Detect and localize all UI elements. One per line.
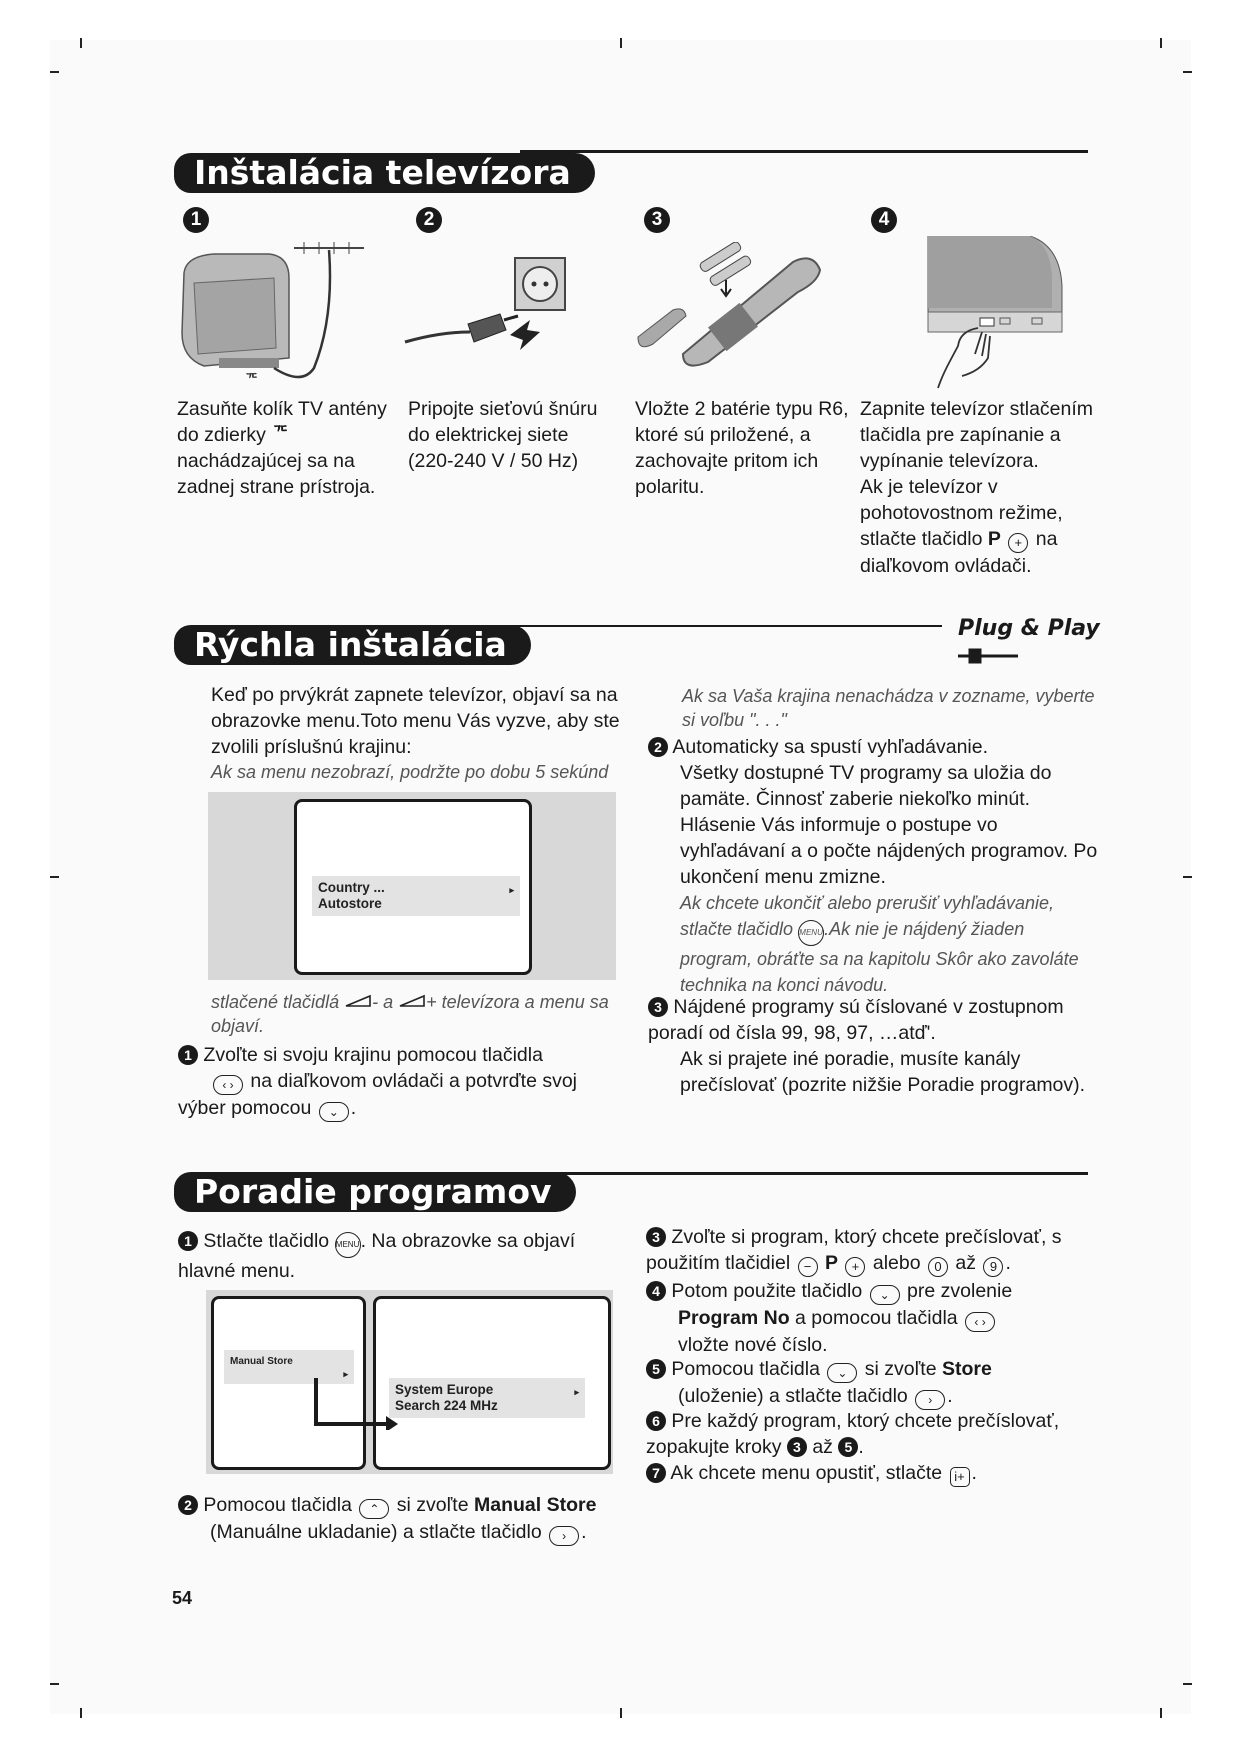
digit-0-key-icon: 0 (928, 1257, 948, 1277)
install-step-2-text: Pripojte sieťovú šnúru do elektrickej siete (220-240 V / 50 Hz) (408, 398, 598, 472)
section-rule (520, 150, 1088, 153)
right-arrow-icon: ▸ (509, 885, 514, 895)
down-key-icon: ⌄ (827, 1363, 857, 1383)
quick-intro: Keď po prvýkrát zapnete televízor, objaví sa na obrazovke menu.Toto menu Vás vyzve, aby ste zvolili príslušnú krajinu: (211, 684, 620, 758)
osd-manual-store: Manual Store ▸ (224, 1350, 354, 1384)
crop-mark (1183, 1683, 1192, 1685)
menu-key-icon: MENU (798, 920, 824, 946)
order-step-4: 4 Potom použite tlačidlo ⌄ pre zvolenie Program No a pomocou tlačidla ‹ › vložte nové číslo. (646, 1278, 1106, 1358)
tv-antenna-illustration (174, 238, 374, 388)
quick-right-italic: Ak sa Vaša krajina nenachádza v zozname, vyberte si voľbu ". . ." (682, 686, 1095, 730)
section-rule (470, 625, 942, 627)
info-exit-key-icon: i+ (950, 1467, 970, 1487)
page-number: 54 (172, 1588, 193, 1608)
step-number: 4 (871, 207, 897, 233)
plug-icon (958, 648, 1018, 664)
crop-mark (1183, 876, 1192, 878)
install-step-1-text: Zasuňte kolík TV antény do zdierky ᄀᄃ nachádzajúcej sa na zadnej strane prístroja. (177, 398, 387, 498)
volume-icon (344, 994, 372, 1008)
install-step-3-text: Vložte 2 batérie typu R6, ktoré sú priložené, a zachovajte pritom ich polaritu. (635, 398, 849, 498)
section-title-order: Poradie programov (174, 1172, 576, 1212)
right-key-icon: › (549, 1526, 579, 1546)
crop-mark (620, 38, 622, 48)
quick-italic-volume: stlačené tlačidlá - a + televízora a menu sa objaví. (211, 992, 609, 1036)
digit-9-key-icon: 9 (983, 1257, 1003, 1277)
left-right-keys-icon: ‹ › (213, 1075, 243, 1095)
step-number: 1 (183, 207, 209, 233)
plus-button-icon: + (1008, 533, 1028, 553)
quick-step-3: 3 Nájdené programy sú číslované v zostupnom poradí od čísla 99, 98, 97, …atď'. Ak si prajete iné poradie, musíte kanály prečíslovať (pozrite nižšie Poradie programov). (648, 996, 1086, 1096)
order-step-1: 1 Stlačte tlačidlo MENU. Na obrazovke sa objaví hlavné menu. (178, 1230, 576, 1282)
right-key-icon: › (915, 1390, 945, 1410)
svg-text:ᄀᄃ: ᄀᄃ (244, 373, 260, 388)
section-title-install: Inštalácia televízora (174, 153, 595, 193)
volume-icon (398, 994, 426, 1008)
crop-mark (50, 876, 59, 878)
right-arrow-icon: ▸ (574, 1387, 579, 1397)
right-arrow-icon: ▸ (343, 1369, 348, 1379)
order-step-5: 5 Pomocou tlačidla ⌄ si zvoľte Store (uloženie) a stlačte tlačidlo › . (646, 1356, 1106, 1410)
crop-mark (50, 71, 59, 73)
quick-step-2: 2 Automaticky sa spustí vyhľadávanie. Všetky dostupné TV programy sa uložia do pamäte. Činnosť zaberie niekoľko minút. Hlásenie Vás informuje o postupe vo vyhľadávaní a o počte nájdených programov. Po ukončení menu zmizne. Ak chcete ukončiť alebo prerušiť vyhľadávanie, stlačte tlačidlo MENU.Ak nie je nájdený žiaden program, obráťte sa na kapitolu Skôr ako zavoláte technika na konci návodu. (648, 734, 1098, 998)
crop-mark (1183, 71, 1192, 73)
crop-mark (620, 1708, 622, 1718)
plus-key-icon: + (845, 1257, 865, 1277)
section-rule (520, 1172, 1088, 1175)
crop-mark (50, 1683, 59, 1685)
section-title-quick: Rýchla inštalácia (174, 625, 531, 665)
osd-country-menu (312, 876, 520, 916)
menu-key-icon: MENU (335, 1232, 361, 1258)
osd-autostore-item: Autostore (318, 896, 382, 911)
antenna-socket-icon: ᄀᄃ (271, 424, 291, 446)
crop-mark (1160, 38, 1162, 48)
connector-arrow (310, 1378, 400, 1430)
install-step-4-text: Zapnite televízor stlačením tlačidla pre zapínanie a vypínanie televízora. Ak je televízor v pohotovostnom režime, stlačte tlačidlo P + na diaľkovom ovládači. (860, 398, 1094, 577)
step-number: 2 (416, 207, 442, 233)
order-step-3: 3 Zvoľte si program, ktorý chcete prečíslovať, s použitím tlačidiel − P + alebo 0 až 9 . (646, 1224, 1106, 1277)
step-number: 3 (644, 207, 670, 233)
osd-system-menu: System Europe Search 224 MHz ▸ (389, 1378, 585, 1418)
remote-batteries-illustration (628, 242, 828, 372)
quick-italic-note: Ak sa menu nezobrazí, podržte po dobu 5 sekúnd (211, 762, 609, 782)
order-step-7: 7 Ak chcete menu opustiť, stlačte i+ . (646, 1460, 1106, 1487)
osd-country-item: Country ... (318, 880, 385, 895)
left-right-keys-icon: ‹ › (965, 1312, 995, 1332)
order-step-2: 2 Pomocou tlačidla ⌃ si zvoľte Manual Store (Manuálne ukladanie) a stlačte tlačidlo › . (178, 1492, 628, 1546)
down-key-icon: ⌄ (319, 1102, 349, 1122)
order-step-6: 6 Pre každý program, ktorý chcete prečíslovať, zopakujte kroky 3 až 5 . (646, 1410, 1060, 1458)
tv-power-button-illustration (920, 236, 1070, 391)
crop-mark (80, 38, 82, 48)
plug-and-play-logo: Plug & Play (958, 616, 1100, 641)
up-key-icon: ⌃ (359, 1499, 389, 1519)
crop-mark (80, 1708, 82, 1718)
quick-step-1: 1 Zvoľte si svoju krajinu pomocou tlačidla ‹ › na diaľkovom ovládači a potvrďte svoj výber pomocou ⌄ . (178, 1042, 618, 1122)
power-plug-illustration (400, 250, 570, 370)
crop-mark (1160, 1708, 1162, 1718)
minus-key-icon: − (798, 1257, 818, 1277)
down-key-icon: ⌄ (870, 1285, 900, 1305)
